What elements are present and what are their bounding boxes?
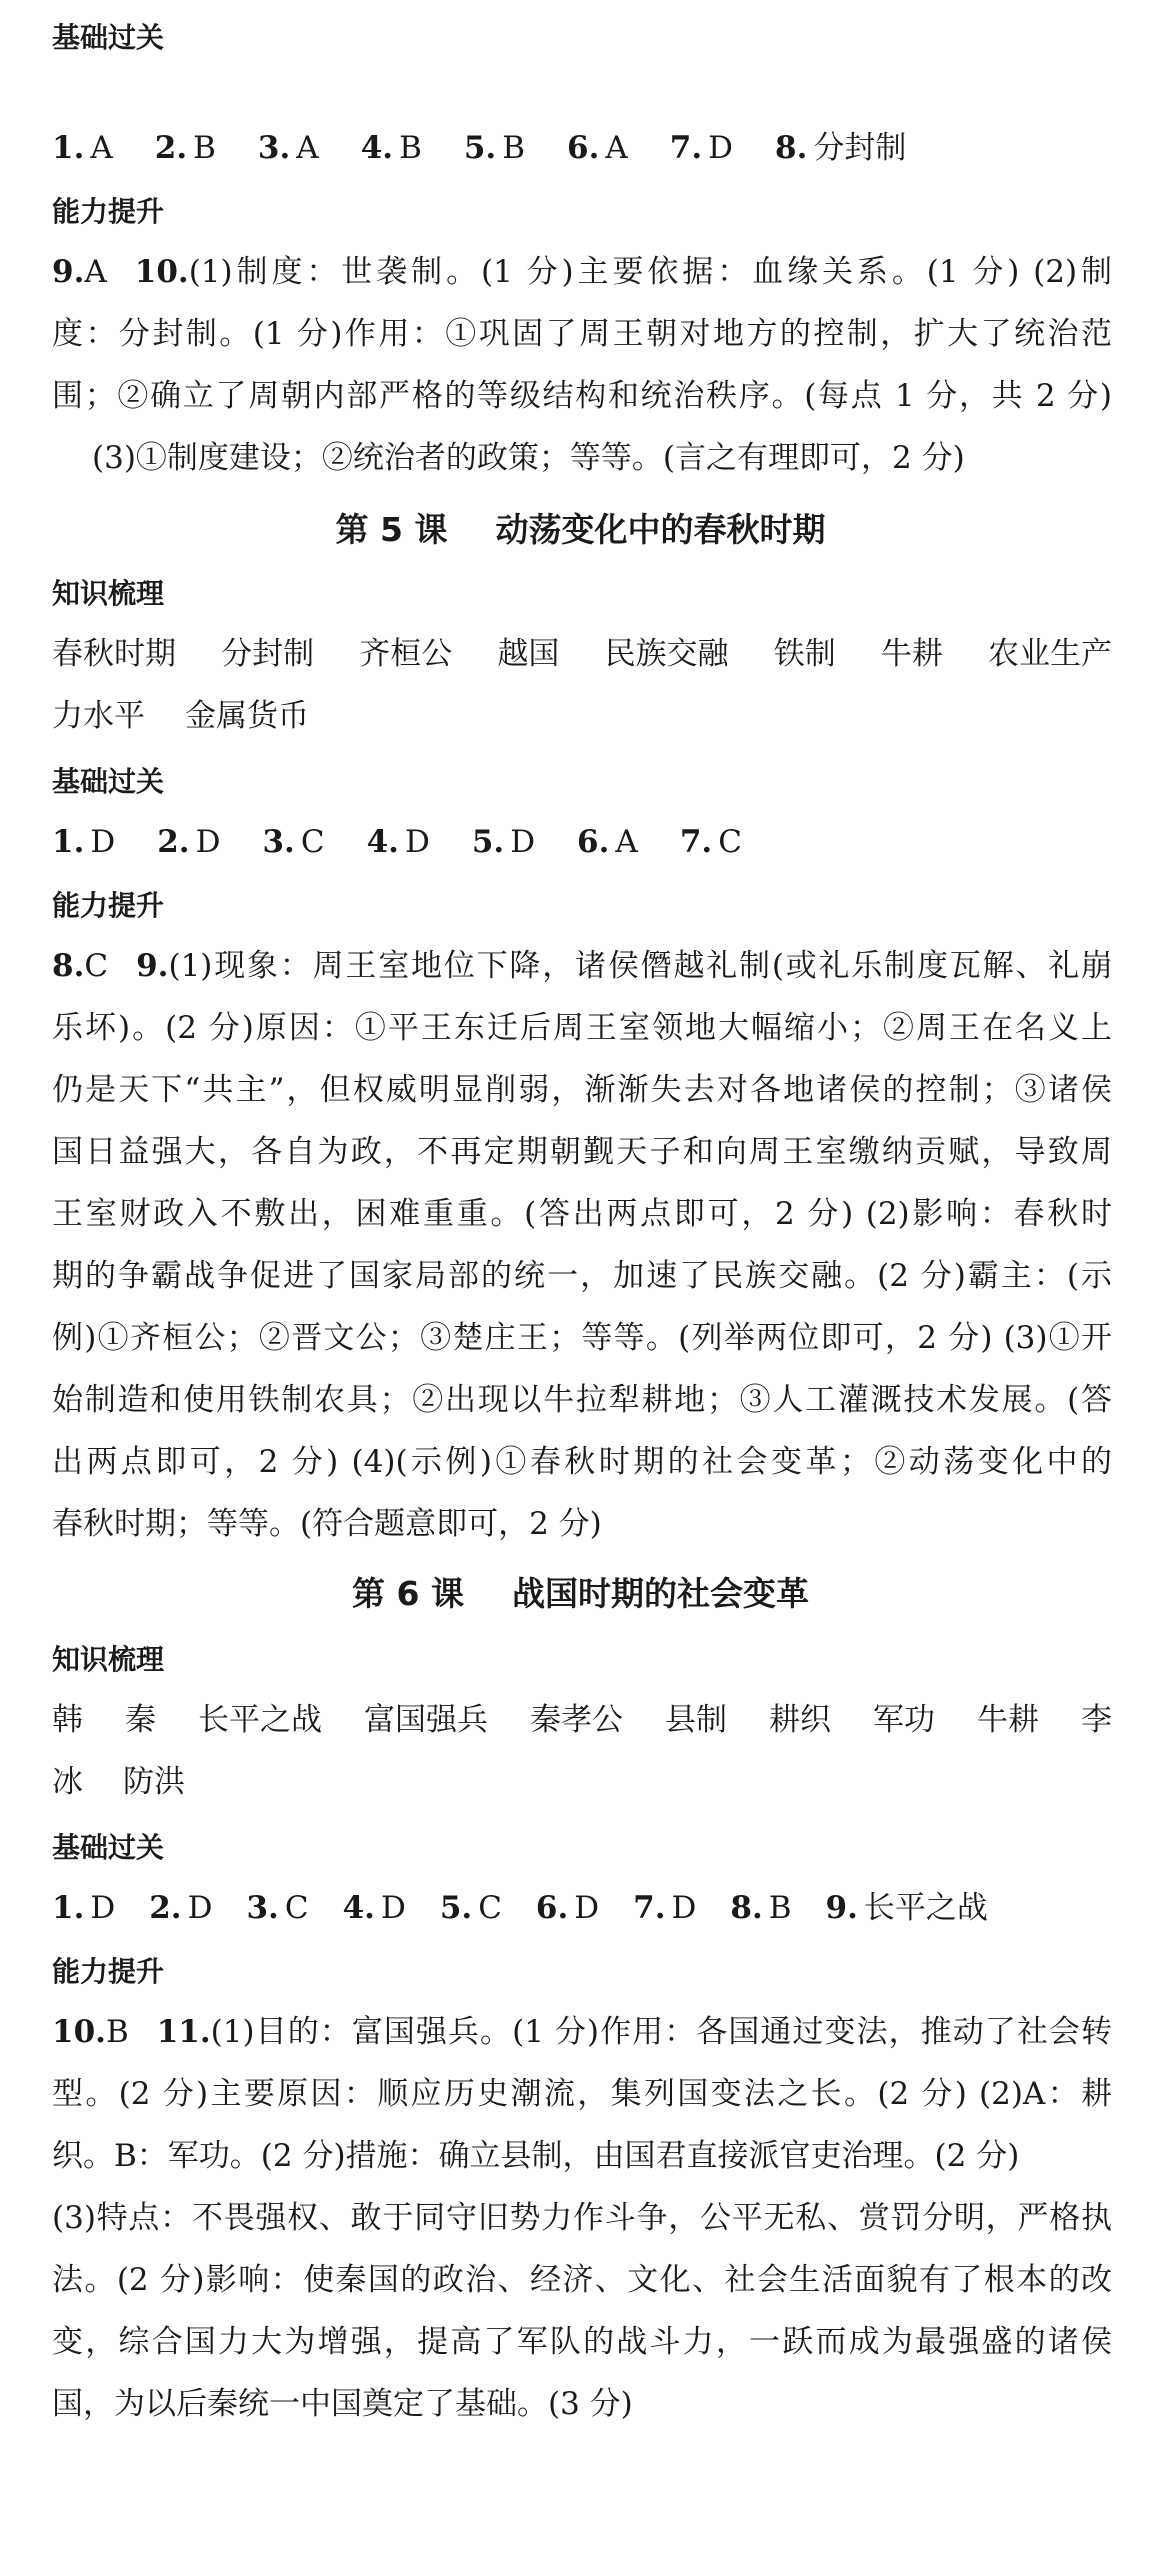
answer-item: 1. D [52,824,116,860]
term: 铁制 [773,636,836,672]
answer-item: 3. C [262,824,325,860]
term: 农业生产 [987,636,1112,672]
answer-item: 9. 长平之战 [825,1890,988,1926]
ability-line: 法。(2 分)影响：使秦国的政治、经济、文化、社会生活面貌有了根本的改 [52,2262,1112,2298]
ability-line: 春秋时期；等等。(符合题意即可，2 分) [52,1506,602,1542]
lesson-5-title: 第 5 课 动荡变化中的春秋时期 [335,510,826,549]
term: 秦孝公 [530,1702,623,1738]
answer-item: 3. C [246,1890,309,1926]
term: 金属货币 [185,698,309,734]
answer-item: 4. D [342,1890,406,1926]
ability-line: 出两点即可，2 分) (4)(示例)①春秋时期的社会变革；②动荡变化中的 [52,1444,1112,1480]
answer-item: 2. B [154,130,216,166]
answer-item: 4. D [366,824,430,860]
basic-heading-1: 基础过关 [52,21,165,54]
basic-answers-6 [52,1888,1112,1928]
ability-line: 度：分封制。(1 分)作用：①巩固了周王朝对地方的控制，扩大了统治范 [52,316,1112,352]
answer-item: 6. A [577,824,638,860]
term: 秦 [125,1702,156,1738]
term: 分封制 [221,636,315,672]
ability-line: 型。(2 分)主要原因：顺应历史潮流，集列国变法之长。(2 分) (2)A：耕 [52,2076,1112,2112]
answer-item: 5. B [463,130,525,166]
answer-item: 7. D [633,1890,697,1926]
term: 齐桓公 [359,636,453,672]
basic-heading-6: 基础过关 [52,1831,165,1864]
ability-line: 8.C 9.(1)现象：周王室地位下降，诸侯僭越礼制(或礼乐制度瓦解、礼崩 [52,948,1112,984]
ability-line: 始制造和使用铁制农具；②出现以牛拉犁耕地；③人工灌溉技术发展。(答 [52,1382,1112,1418]
term: 韩 [52,1702,83,1738]
ability-line: 国，为以后秦统一中国奠定了基础。(3 分) [52,2386,633,2422]
terms-row-5a [52,634,1112,674]
ability-heading-6: 能力提升 [52,1955,165,1988]
ability-line: (3)特点：不畏强权、敢于同守旧势力作斗争，公平无私、赏罚分明，严格执 [52,2200,1112,2236]
ability-line: 仍是天下“共主”，但权威明显削弱，渐渐失去对各地诸侯的控制；③诸侯 [52,1072,1112,1108]
ability-heading-1: 能力提升 [52,195,165,228]
answer-item: 1. A [52,130,113,166]
answer-item: 3. A [257,130,319,166]
answer-item: 1. D [52,1890,116,1926]
term: 牛耕 [880,636,943,672]
lesson-6-title: 第 6 课 战国时期的社会变革 [352,1574,809,1613]
ability-line: 期的争霸战争促进了国家局部的统一，加速了民族交融。(2 分)霸主：(示 [52,1258,1112,1294]
ability-heading-5: 能力提升 [52,889,165,922]
answer-item: 5. C [439,1890,502,1926]
answer-item: 2. D [157,824,221,860]
term: 越国 [497,636,560,672]
ability-line: 围；②确立了周朝内部严格的等级结构和统治秩序。(每点 1 分，共 2 分) [52,378,1112,414]
ability-line: 例)①齐桓公；②晋文公；③楚庄王；等等。(列举两位即可，2 分) (3)①开 [52,1320,1112,1356]
ability-line: 9.A 10.(1)制度：世袭制。(1 分)主要依据：血缘关系。(1 分) (2)制 [52,254,1112,290]
ability-line: 乐坏)。(2 分)原因：①平王东迁后周王室领地大幅缩小；②周王在名义上 [52,1010,1112,1046]
answer-item: 6. D [535,1890,600,1926]
term: 冰 [52,1764,83,1800]
answer-item: 8. 分封制 [775,130,907,166]
term: 李 [1081,1702,1112,1738]
answer-item: 2. D [149,1890,213,1926]
term: 牛耕 [977,1702,1039,1738]
term: 耕织 [769,1702,831,1738]
term: 春秋时期 [52,636,176,672]
basic-answers-5 [52,822,1112,862]
ability-line: 国日益强大，各自为政，不再定期朝觐天子和向周王室缴纳贡赋，导致周 [52,1134,1112,1170]
term: 军功 [873,1702,935,1738]
answer-item: 5. D [471,824,536,860]
terms-row-6b [52,1762,1112,1802]
basic-heading-5: 基础过关 [52,765,165,798]
terms-row-6a [52,1700,1112,1740]
term: 民族交融 [604,636,729,672]
ability-line: 王室财政入不敷出，困难重重。(答出两点即可，2 分) (2)影响：春秋时 [52,1196,1112,1232]
knowledge-heading-5: 知识梳理 [52,577,165,610]
answer-item: 7. C [679,824,742,860]
term: 县制 [665,1702,727,1738]
term: 防洪 [123,1764,185,1800]
knowledge-heading-6: 知识梳理 [52,1643,165,1676]
ability-line: 10.B 11.(1)目的：富国强兵。(1 分)作用：各国通过变法，推动了社会转 [52,2014,1112,2050]
answer-item: 7. D [669,130,733,166]
terms-row-5b [52,696,1112,736]
answer-item: 4. B [360,130,422,166]
ability-line: 变，综合国力大为增强，提高了军队的战斗力，一跃而成为最强盛的诸侯 [52,2324,1112,2360]
term: 长平之战 [198,1702,322,1738]
term: 富国强兵 [364,1702,488,1738]
basic-answers-1 [52,128,1112,168]
answer-item: 8. B [730,1890,792,1926]
ability-line: (3)①制度建设；②统治者的政策；等等。(言之有理即可，2 分) [92,440,965,476]
term: 力水平 [52,698,145,734]
answer-item: 6. A [567,130,628,166]
ability-line: 织。B：军功。(2 分)措施：确立县制，由国君直接派官吏治理。(2 分) [52,2138,1020,2174]
